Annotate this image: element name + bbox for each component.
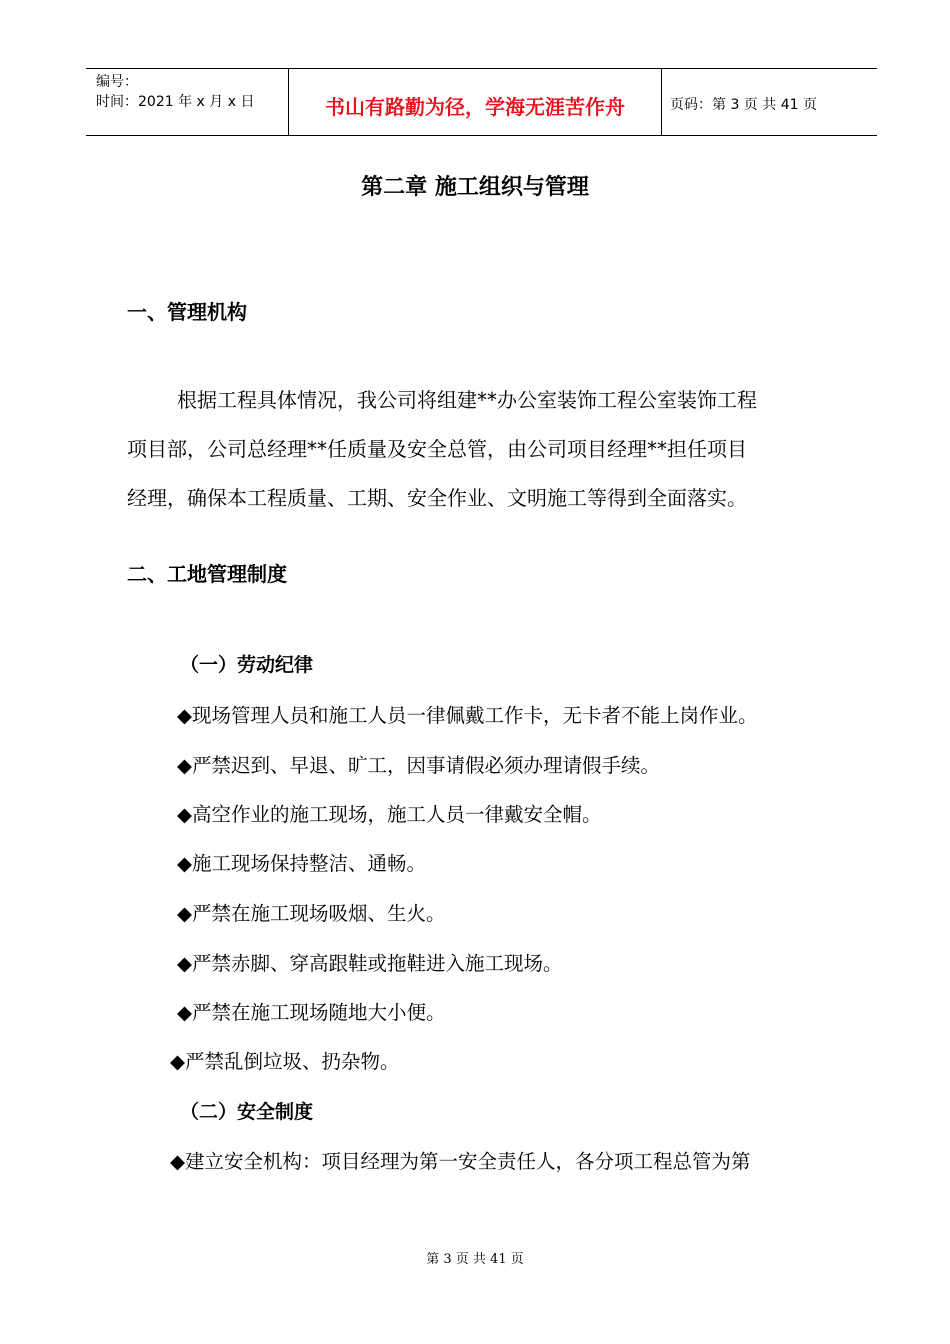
header-number-label: 编号： [96, 74, 138, 90]
list-item: ◆严禁乱倒垃圾、扔杂物。 [170, 1050, 400, 1073]
paragraph-line: 根据工程具体情况，我公司将组建**办公室装饰工程公室装饰工程 [177, 388, 757, 412]
page-header [86, 68, 877, 136]
header-time-label: 时间：2021 年 x 月 x 日 [96, 94, 255, 110]
list-item: ◆严禁赤脚、穿高跟鞋或拖鞋进入施工现场。 [177, 952, 563, 975]
header-meta-cell [86, 69, 288, 135]
header-motto-cell [288, 69, 662, 135]
header-motto: 书山有路勤为径，学海无涯苦作舟 [325, 95, 625, 119]
list-item: ◆建立安全机构：项目经理为第一安全责任人，各分项工程总管为第 [170, 1150, 751, 1173]
subsection-heading-safety-rules: （二）安全制度 [180, 1101, 314, 1123]
header-page-label: 页码：第 3 页 共 41 页 [670, 97, 817, 113]
header-page-cell [662, 69, 877, 135]
list-item: ◆高空作业的施工现场，施工人员一律戴安全帽。 [177, 803, 602, 826]
list-item: ◆施工现场保持整洁、通畅。 [177, 852, 426, 875]
chapter-title: 第二章 施工组织与管理 [361, 175, 589, 200]
subsection-heading-labor-discipline: （一）劳动纪律 [180, 654, 314, 676]
page-footer: 第 3 页 共 41 页 [426, 1252, 524, 1267]
section-heading-site-rules: 二、工地管理制度 [127, 562, 287, 586]
paragraph-line: 经理，确保本工程质量、工期、安全作业、文明施工等得到全面落实。 [127, 486, 747, 510]
list-item: ◆严禁在施工现场吸烟、生火。 [177, 902, 446, 925]
list-item: ◆严禁在施工现场随地大小便。 [177, 1001, 446, 1024]
paragraph-line: 项目部，公司总经理**任质量及安全总管，由公司项目经理**担任项目 [127, 437, 747, 461]
list-item: ◆严禁迟到、早退、旷工，因事请假必须办理请假手续。 [177, 754, 660, 777]
list-item: ◆现场管理人员和施工人员一律佩戴工作卡，无卡者不能上岗作业。 [177, 704, 758, 727]
management-paragraph [127, 376, 847, 523]
section-heading-management: 一、管理机构 [127, 300, 247, 324]
